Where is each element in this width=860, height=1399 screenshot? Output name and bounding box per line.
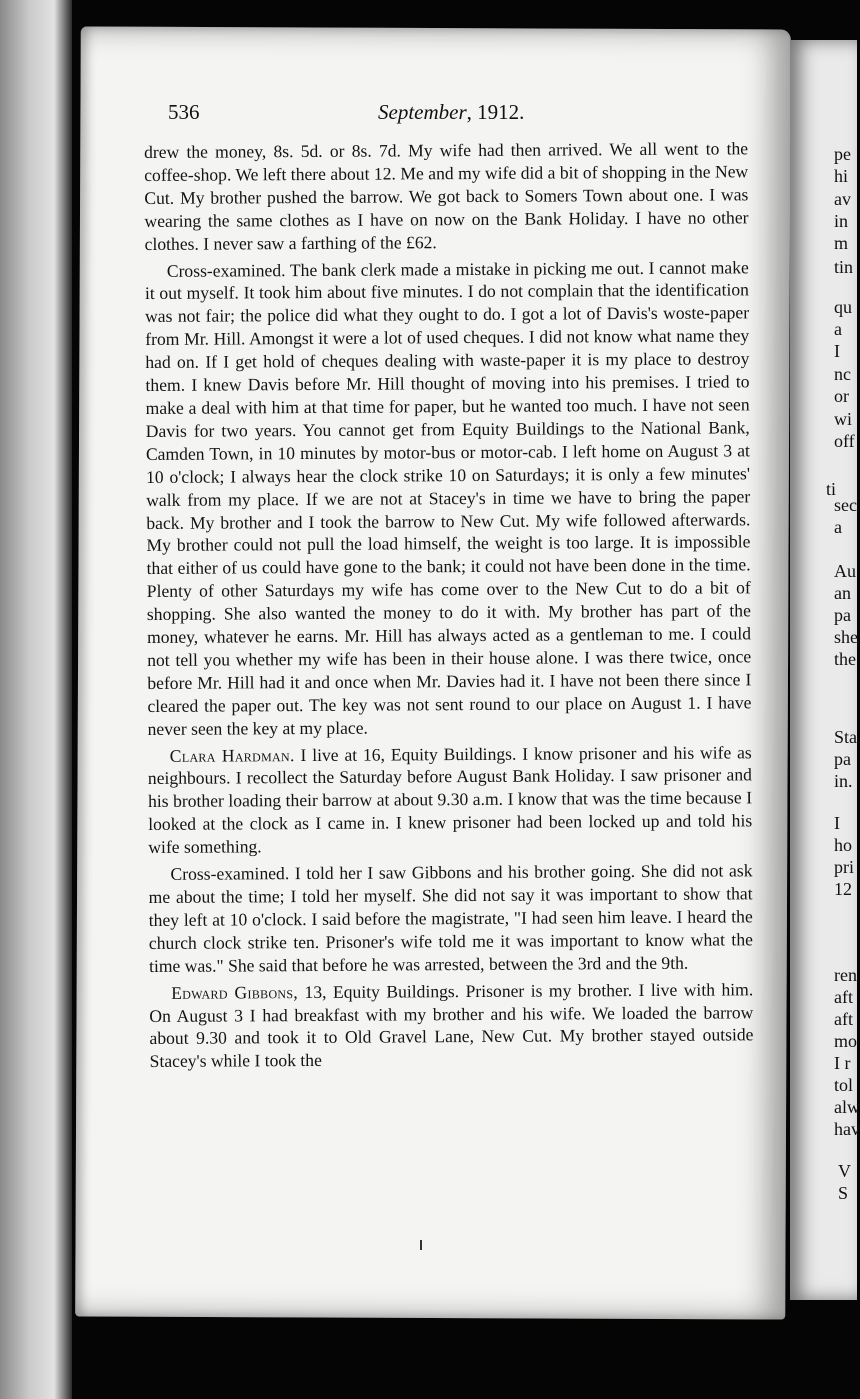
facing-page-fragment: I [834, 341, 840, 361]
witness-name: Edward Gibbons, [171, 981, 299, 1003]
paragraph-continued-testimony [144, 137, 749, 255]
facing-page-fragment: ho [834, 835, 852, 855]
facing-page-fragment: pa [834, 605, 851, 625]
facing-page-fragment: I [834, 813, 840, 833]
facing-page-fragment: sec [834, 495, 857, 515]
facing-page-fragment: tin [834, 257, 854, 277]
paragraph-cross-examination-hardman [148, 859, 753, 977]
paragraph-text: drew the money, 8s. 5d. or 8s. 7d. My wife had then arrived. We all went to the coffee-shop. We left there about 12. Me and my wife did a bit of shopping in the New Cut. My brother pushed the barrow. We got back to Somers Town about one. I was wearing the same clothes as I have on now on the Bank Holiday. I have no other clothes. I never saw a farthing of the £62. [144, 138, 749, 254]
facing-page-fragment: or [834, 386, 849, 406]
paragraph-text: Cross-examined. I told her I saw Gibbons and his brother going. She did not ask me about the time; I told her myself. She did not say it was important to show that they left at 10 o'clock. I said before the magistrate, "I had seen him leave. I heard the church clock strike ten. Prisoner's wife told me it was important to know what the time was." She said that before he was arrested, between the 3rd and the 9th. [148, 860, 753, 976]
running-year: 1912. [477, 100, 525, 124]
facing-page-fragment: hi [834, 166, 849, 186]
body-text [144, 137, 754, 1073]
facing-page-fragment: alw [834, 1097, 860, 1117]
facing-page-fragment: aft [834, 1009, 853, 1029]
facing-page-fragment: I r [834, 1053, 851, 1073]
facing-page-fragment: 12 [834, 879, 852, 899]
running-header [168, 100, 588, 130]
witness-name: Clara Hardman. [169, 744, 295, 766]
facing-page-fragment: ren [834, 965, 857, 985]
paragraph-text: I live at 16, Equity Buildings. I know prisoner and his wife as neighbours. I recollect the Saturday before August Bank Holiday. I saw prisoner and his brother loading their barrow at about 9.30 a.m. I know that was the time because I looked at the clock as I came in. I knew prisoner had been locked up and told his wife something. [147, 741, 753, 858]
facing-page-fragment: mo [834, 1031, 858, 1051]
facing-page-fragment: V [838, 1161, 851, 1181]
facing-page-fragment: the [834, 649, 856, 669]
facing-page-fragment: Au [834, 561, 856, 581]
facing-page-fragment: wi [834, 409, 852, 429]
facing-page-fragment: she [834, 627, 858, 647]
facing-page-fragment: nc [834, 364, 851, 384]
running-month: September [378, 100, 467, 124]
facing-page-fragment: pa [834, 749, 851, 769]
facing-page-fragment: m [834, 233, 849, 253]
facing-page-fragment: hav [834, 1119, 860, 1139]
facing-page-fragment: in. [834, 771, 853, 791]
facing-page-fragment: qu [834, 297, 852, 317]
facing-page-fragment: Sta [834, 727, 858, 747]
facing-page-fragment: a [834, 517, 842, 537]
page-number: 536 [168, 100, 200, 124]
facing-page-fragment: an [834, 583, 851, 603]
facing-page-fragment: S [838, 1183, 849, 1203]
facing-page-fragment: aft [834, 987, 853, 1007]
paragraph-cross-examination-prisoner [145, 256, 752, 741]
facing-page-fragment: off [834, 431, 855, 451]
facing-page-edge [790, 40, 860, 1300]
facing-page-fragment: in [834, 211, 849, 231]
facing-page-fragment: tol [834, 1075, 854, 1095]
paragraph-text: Cross-examined. The bank clerk made a mistake in picking me out. I cannot make it out myself. It took him about five minutes. I do not complain that the identification was not fair; the police did what they ought to do. I got a lot of Davis's woste-paper from Mr. Hill. Amongst it were a lot of used cheques. I did not know what name they had on. If I get hold of cheques dealing with waste-paper it is my place to destroy them. I knew Davis before Mr. Hill thought of moving into his premises. I tried to make a deal with him at that time for paper, but he wanted too much. I have not seen Davis for two years. You cannot get from Equity Buildings to the National Bank, Camden Town, in 10 minutes by motor-bus or motor-cab. I left home on August 3 at 10 o'clock; I always hear the clock strike 10 on Saturdays; it is only a few minutes' walk from my place. If we are not at Stacey's in time we have to bring the paper back. My brother and I took the barrow to New Cut. My wife followed afterwards. My brother could not pull the load himself, the weight is too large. It is impossible that either of us could have gone to the bank; it could not have been done in the time. Plenty of other Saturdays my wife has come over to the New Cut to do a bit of shopping. She also wanted the money to do it with. My brother has part of the money, whatever he earns. Mr. Hill has always acted as a gentleman to me. I could not tell you whether my wife has been in their house alone. I was there twice, once before Mr. Hill had it and once when Mr. Davies had it. I have not been there since I cleared the paper out. The key was not sent round to our place on August 1. I have never seen the key at my place. [144, 256, 752, 739]
facing-page-fragment: ti [826, 479, 837, 499]
facing-page-fragment: pri [834, 857, 854, 877]
paragraph-edward-gibbons [149, 978, 754, 1073]
printer-mark [420, 1240, 422, 1250]
paragraph-text: 13, Equity Buildings. Prisoner is my brother. I live with him. On August 3 I had breakfast with my brother and his wife. We loaded the barrow about 9.30 and took it to Old Gravel Lane, New Cut. My brother stayed outside Stacey's while I took the [149, 978, 754, 1072]
book-edge-left [0, 0, 72, 1399]
running-title-date: September, 1912. [378, 100, 525, 124]
paragraph-clara-hardman [148, 741, 753, 859]
facing-page-fragment: av [834, 189, 851, 209]
facing-page-fragment: a [834, 319, 842, 339]
facing-page-fragment: pe [834, 144, 851, 164]
